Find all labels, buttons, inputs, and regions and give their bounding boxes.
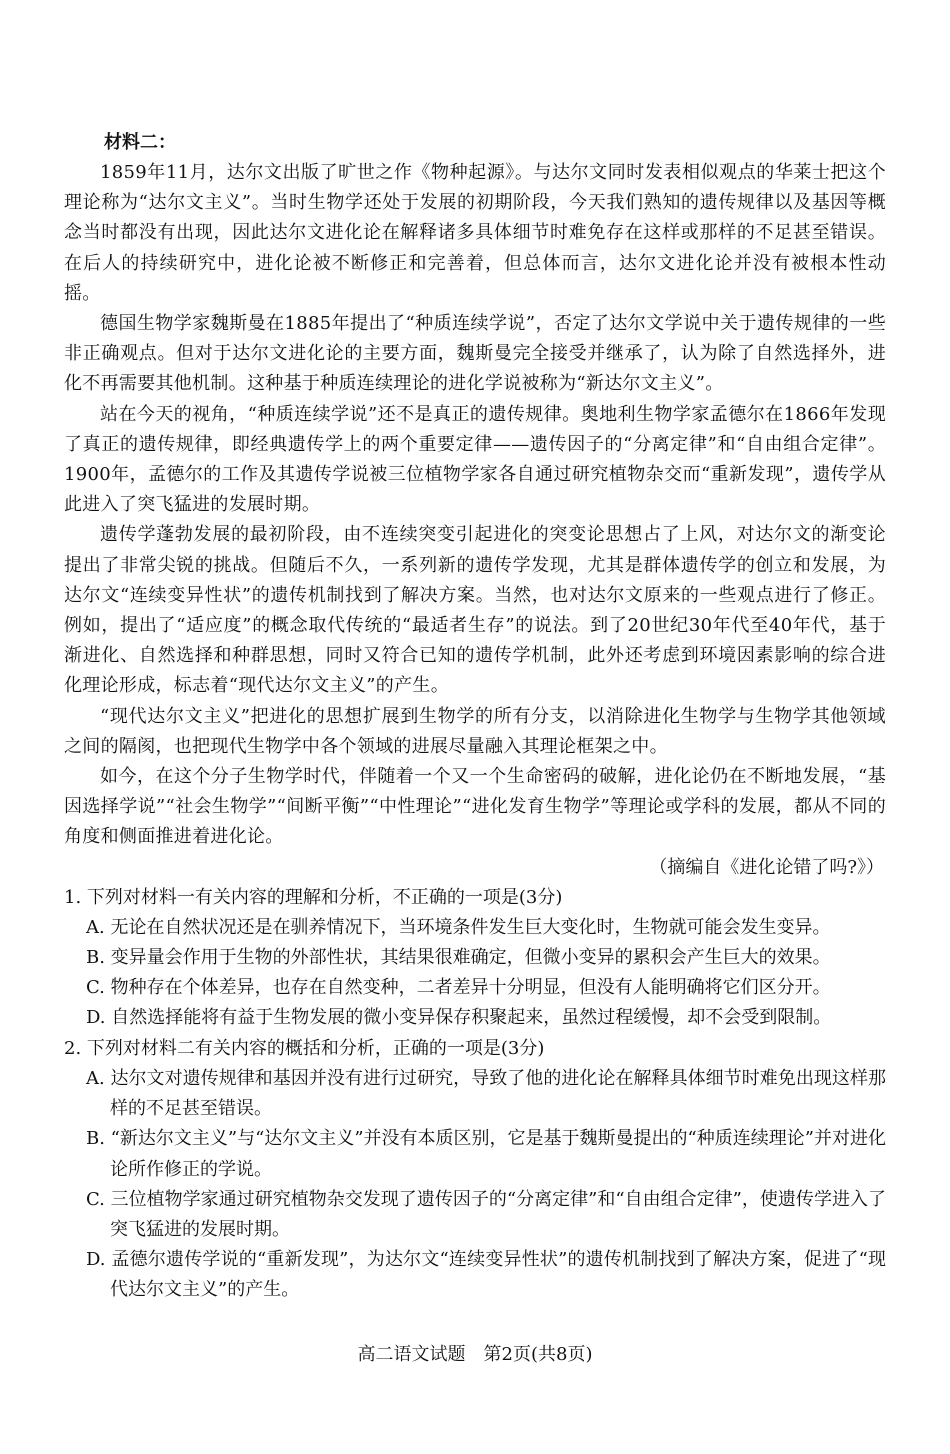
option-c: C. 物种存在个体差异，也存在自然变种，二者差异十分明显，但没有人能明确将它们区分开。 [86,977,831,999]
option-b: B. “新达尔文主义”与“达尔文主义”并没有本质区别，它是基于魏斯曼提出的“种质连续理论”并对进化论所作修正的学说。 [86,1128,886,1180]
option-b: B. 变异量会作用于生物的外部性状，其结果很难确定，但微小变异的累积会产生巨大的效果。 [86,947,831,969]
option-a: A. 无论在自然状况还是在驯养情况下，当环境条件发生巨大变化时，生物就可能会发生变异。 [86,916,831,938]
question-stem: 2. 下列对材料二有关内容的概括和分析，正确的一项是(3分) [64,1037,545,1059]
option-d: D. 自然选择能将有益于生物发展的微小变异保存积聚起来，虽然过程缓慢，却不会受到限制。 [86,1007,832,1029]
option-a: A. 达尔文对遗传规律和基因并没有进行过研究，导致了他的进化论在解释具体细节时难免出现这样那样的不足甚至错误。 [86,1067,886,1120]
paragraph: “现代达尔文主义”把进化的思想扩展到生物学的所有分支，以消除进化生物学与生物学其他领域之间的隔阂，也把现代生物学中各个领域的进展尽量融入其理论框架之中。 [64,705,886,757]
option-d: D. 孟德尔遗传学说的“重新发现”，为达尔文“连续变异性状”的遗传机制找到了解决方案，促进了“现代达尔文主义”的产生。 [86,1249,886,1301]
exam-page [64,128,886,1306]
paragraph: 站在今天的视角，“种质连续学说”还不是真正的遗传规律。奥地利生物学家孟德尔在1866年发现了真正的遗传规律，即经典遗传学上的两个重要定律——遗传因子的“分离定律”和“自由组合定律”。1900年，孟德尔的工作及其遗传学说被三位植物学家各自通过研究植物杂交而“重新发现”，遗传学从此进入了突飞猛进的发展时期。 [64,403,886,516]
question-2 [64,1034,886,1306]
question-1 [64,883,886,1034]
paragraph: 如今，在这个分子生物学时代，伴随着一个又一个生命密码的破解，进化论仍在不断地发展，“基因选择学说”“社会生物学”“间断平衡”“中性理论”“进化发育生物学”等理论或学科的发展，都从不同的角度和侧面推进着进化论。 [64,766,886,848]
question-stem: 1. 下列对材料一有关内容的理解和分析，不正确的一项是(3分) [64,886,563,908]
source-citation: （摘编自《进化论错了吗?》） [649,856,884,878]
paragraph: 遗传学蓬勃发展的最初阶段，由不连续突变引起进化的突变论思想占了上风，对达尔文的渐变论提出了非常尖锐的挑战。但随后不久，一系列新的遗传学发现，尤其是群体遗传学的创立和发展，为达尔文“连续变异性状”的遗传机制找到了解决方案。当然，也对达尔文原来的一些观点进行了修正。例如，提出了“适应度”的概念取代传统的“最适者生存”的说法。到了20世纪30年代至40年代，基于渐进化、自然选择和种群思想，同时又符合已知的遗传学机制，此外还考虑到环境因素影响的综合进化理论形成，标志着“现代达尔文主义”的产生。 [64,524,886,697]
option-c: C. 三位植物学家通过研究植物杂交发现了遗传因子的“分离定律”和“自由组合定律”，使遗传学进入了突飞猛进的发展时期。 [86,1188,886,1240]
paragraph: 德国生物学家魏斯曼在1885年提出了“种质连续学说”，否定了达尔文学说中关于遗传规律的一些非正确观点。但对于达尔文进化论的主要方面，魏斯曼完全接受并继承了，认为除了自然选择外，进化不再需要其他机制。这种基于种质连续理论的进化学说被称为“新达尔文主义”。 [64,313,886,395]
material-heading: 材料二： [104,132,176,153]
paragraph: 1859年11月，达尔文出版了旷世之作《物种起源》。与达尔文同时发表相似观点的华莱士把这个理论称为“达尔文主义”。当时生物学还处于发展的初期阶段，今天我们熟知的遗传规律以及基因等概念当时都没有出现，因此达尔文进化论在解释诸多具体细节时难免存在这样或那样的不足甚至错误。在后人的持续研究中，进化论被不断修正和完善着，但总体而言，达尔文进化论并没有被根本性动摇。 [64,162,886,304]
page-footer: 高二语文试题 第2页(共8页) [357,1344,593,1365]
